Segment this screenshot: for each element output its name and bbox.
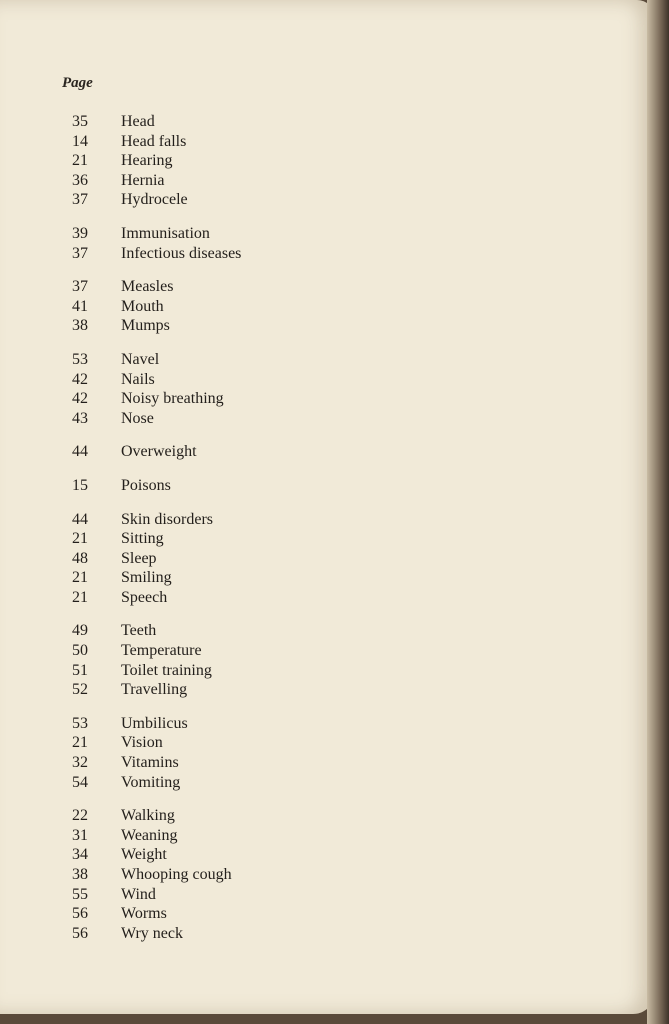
index-term: Toilet training <box>121 661 212 679</box>
index-entry <box>0 733 400 753</box>
page-number: 31 <box>72 826 88 844</box>
page-number: 21 <box>72 588 88 606</box>
page-number: 15 <box>72 476 88 494</box>
page-number: 56 <box>72 905 88 923</box>
index-entry <box>0 924 400 944</box>
page-number: 38 <box>72 317 88 335</box>
page-number: 37 <box>72 191 88 209</box>
page-number: 14 <box>72 132 88 150</box>
page-number: 52 <box>72 681 88 699</box>
index-term: Vision <box>121 734 163 752</box>
index-entry <box>0 753 400 773</box>
page-number: 42 <box>72 390 88 408</box>
index-term: Temperature <box>121 642 202 660</box>
index-term: Hydrocele <box>121 191 188 209</box>
index-term: Smiling <box>121 569 172 587</box>
index-term: Sitting <box>121 530 164 548</box>
page-number: 21 <box>72 530 88 548</box>
page-number: 36 <box>72 171 88 189</box>
page-number: 38 <box>72 866 88 883</box>
index-term: Mouth <box>121 297 164 315</box>
page-number: 53 <box>72 714 88 732</box>
index-term: Whooping cough <box>121 866 232 883</box>
index-term: Travelling <box>121 681 188 699</box>
page-number: 35 <box>72 113 88 130</box>
index-term: Head falls <box>121 132 187 150</box>
page-number: 39 <box>72 224 88 242</box>
page-number: 53 <box>72 350 88 368</box>
index-term: Poisons <box>121 476 171 494</box>
page-number: 51 <box>72 661 88 679</box>
index-term: Noisy breathing <box>121 390 224 408</box>
index-entry <box>0 224 400 244</box>
index-entry <box>0 885 400 905</box>
index-entry <box>0 680 400 700</box>
index-entry <box>0 370 400 390</box>
page-number: 22 <box>72 807 88 825</box>
index-entry <box>0 297 400 317</box>
index-term: Navel <box>121 350 160 368</box>
index-term: Nose <box>121 409 154 427</box>
index-entry <box>0 549 400 569</box>
page-number: 34 <box>72 846 88 864</box>
index-entry <box>0 588 400 608</box>
index-entry <box>0 621 400 641</box>
index-entry <box>0 409 400 429</box>
page-number: 43 <box>72 409 88 427</box>
index-entry <box>0 442 400 462</box>
page-column-header: Page <box>62 75 93 91</box>
index-entry <box>0 806 400 826</box>
index-entry <box>0 641 400 661</box>
index-term: Nails <box>121 370 155 388</box>
index-entry <box>0 350 400 370</box>
page-number: 42 <box>72 370 88 388</box>
page-number: 49 <box>72 622 88 640</box>
index-term: Wind <box>121 885 156 903</box>
page-number: 44 <box>72 510 88 528</box>
index-term: Hearing <box>121 152 173 170</box>
index-entry <box>0 510 400 530</box>
index-entry <box>0 661 400 681</box>
index-term: Teeth <box>121 622 157 640</box>
index-term: Speech <box>121 588 168 606</box>
index-term: Infectious diseases <box>121 244 242 262</box>
index-entry <box>0 476 400 496</box>
index-term: Immunisation <box>121 224 210 242</box>
index-term: Worms <box>121 905 167 923</box>
index-list <box>0 112 400 943</box>
index-term: Weaning <box>121 826 178 844</box>
page-number: 48 <box>72 549 88 567</box>
index-term: Vitamins <box>121 754 179 772</box>
page-number: 41 <box>72 297 88 315</box>
page-number: 21 <box>72 734 88 752</box>
page-edge <box>647 0 669 1024</box>
index-term: Walking <box>121 807 175 825</box>
index-term: Skin disorders <box>121 510 213 528</box>
index-term: Mumps <box>121 317 170 335</box>
index-term: Overweight <box>121 443 197 461</box>
index-term: Head <box>121 113 155 130</box>
page-number: 50 <box>72 642 88 660</box>
page-number: 32 <box>72 754 88 772</box>
page-number: 21 <box>72 569 88 587</box>
index-entry <box>0 277 400 297</box>
index-term: Weight <box>121 846 167 864</box>
index-entry <box>0 316 400 336</box>
index-term: Measles <box>121 278 174 296</box>
index-term: Wry neck <box>121 924 183 942</box>
page-number: 37 <box>72 244 88 262</box>
page-number: 55 <box>72 885 88 903</box>
index-entry <box>0 529 400 549</box>
index-term: Hernia <box>121 171 165 189</box>
index-entry <box>0 244 400 264</box>
index-entry <box>0 389 400 409</box>
index-entry <box>0 865 400 885</box>
page-number: 37 <box>72 278 88 296</box>
index-entry <box>0 773 400 793</box>
index-entry <box>0 171 400 191</box>
index-entry <box>0 904 400 924</box>
index-entry <box>0 714 400 734</box>
index-term: Umbilicus <box>121 714 188 732</box>
page-number: 44 <box>72 443 88 461</box>
page-number: 54 <box>72 773 88 791</box>
index-entry <box>0 845 400 865</box>
index-entry <box>0 132 400 152</box>
index-entry <box>0 568 400 588</box>
index-term: Sleep <box>121 549 157 567</box>
index-term: Vomiting <box>121 773 181 791</box>
index-entry <box>0 151 400 171</box>
index-entry <box>0 190 400 210</box>
page-number: 56 <box>72 924 88 942</box>
page-number: 21 <box>72 152 88 170</box>
index-entry <box>0 826 400 846</box>
index-entry <box>0 112 400 132</box>
